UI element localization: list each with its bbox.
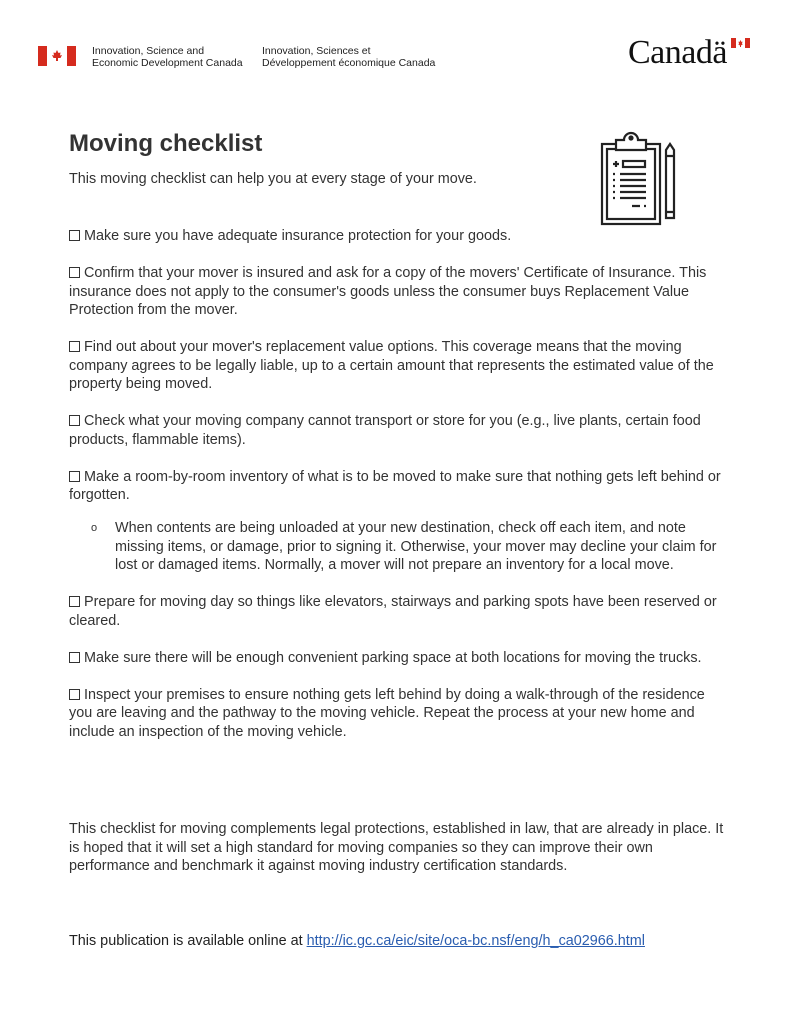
checkbox[interactable] (69, 415, 80, 426)
checklist-item (69, 649, 729, 668)
org-name-en (92, 45, 243, 69)
page-title: Moving checklist (69, 130, 263, 157)
publication-link[interactable]: http://ic.gc.ca/eic/site/oca-bc.nsf/eng/h_ca02966.html (306, 933, 645, 949)
intro-text: This moving checklist can help you at every stage of your move. (69, 171, 477, 187)
checklist-item-text: Prepare for moving day so things like elevators, stairways and parking spots have been reserved or cleared. (69, 594, 717, 629)
checklist-item (69, 412, 729, 449)
checklist-item-text: Inspect your premises to ensure nothing gets left behind by doing a walk-through of the residence you are leaving and the pathway to the moving vehicle. Repeat the process at your new home and include an inspection of the moving vehicle. (69, 686, 705, 740)
org-en-line2: Economic Development Canada (92, 57, 243, 69)
checklist-item (69, 593, 729, 630)
header (38, 34, 761, 84)
clipboard-icon (598, 130, 678, 226)
closing-paragraph: This checklist for moving complements legal protections, established in law, that are already in place. It is hoped that it will set a high standard for moving companies so they can improve their own performance and benchmark it against moving industry certification standards. (69, 821, 724, 874)
checkbox[interactable] (69, 596, 80, 607)
checkbox[interactable] (69, 341, 80, 352)
checklist-item (69, 686, 729, 742)
org-fr-line2: Développement économique Canada (262, 57, 436, 69)
checkbox[interactable] (69, 230, 80, 241)
org-fr-line1: Innovation, Sciences et (262, 45, 371, 57)
footer-text: This publication is available online at (69, 933, 307, 949)
checklist-item-text: Make sure you have adequate insurance protection for your goods. (84, 228, 512, 244)
checklist-item (69, 468, 729, 505)
checkbox[interactable] (69, 471, 80, 482)
canada-flag-icon (38, 46, 76, 66)
checklist-item (69, 264, 729, 320)
checklist-item-text: Check what your moving company cannot transport or store for you (e.g., live plants, certain food products, flammable items). (69, 413, 701, 448)
wordmark-flag-icon (731, 38, 750, 48)
checklist-item (69, 338, 729, 394)
sub-item-text: When contents are being unloaded at your new destination, check off each item, and note missing items, or damage, prior to signing it. Otherwise, your mover may decline your claim for lost or damaged items. Normally, a mover will not prepare an inventory for a local move. (115, 520, 717, 573)
checkbox[interactable] (69, 652, 80, 663)
checkbox[interactable] (69, 689, 80, 700)
checklist-item (69, 227, 729, 246)
checklist-item-text: Make a room-by-room inventory of what is to be moved to make sure that nothing gets left behind or forgotten. (69, 468, 721, 503)
footer (69, 933, 645, 949)
checklist-item-text: Find out about your mover's replacement value options. This coverage means that the moving company agrees to be legally liable, up to a certain amount that represents the estimated value of the property being moved. (69, 339, 714, 392)
checklist-item-text: Make sure there will be enough convenient parking space at both locations for moving the trucks. (84, 649, 702, 666)
org-en-line1: Innovation, Science and (92, 45, 205, 57)
checklist (69, 227, 729, 760)
org-name-fr (262, 45, 435, 69)
checklist-item-text: Confirm that your mover is insured and ask for a copy of the movers' Certificate of Insurance. This insurance does not apply to the consumer's goods unless the consumer buys Replacement Value Protection from the mover. (69, 265, 707, 318)
checkbox[interactable] (69, 267, 80, 278)
checklist-sub-item (91, 519, 729, 575)
canada-wordmark: Canadä (628, 34, 727, 71)
circle-bullet-icon: o (91, 522, 98, 534)
